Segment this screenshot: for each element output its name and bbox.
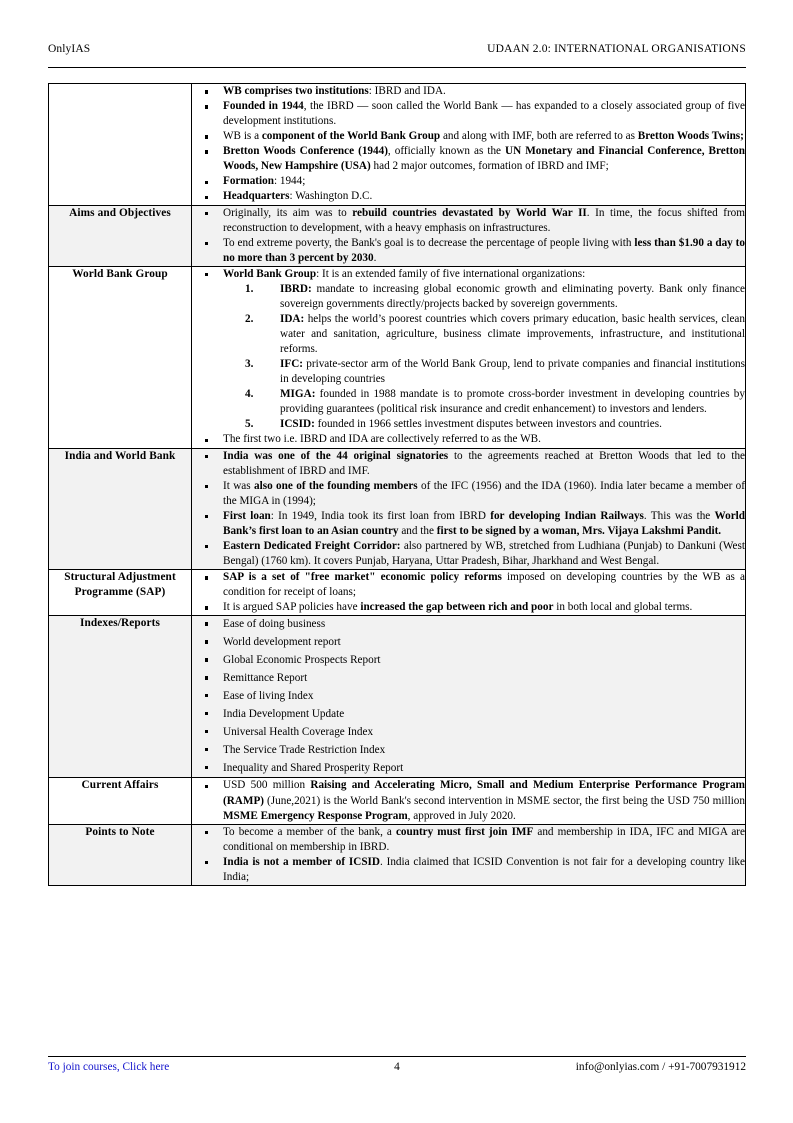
text-run: to the agreements reached at Bretton Woods that led to the establishment of IBRD and IMF. <box>223 449 745 477</box>
row-label-cell: Indexes/Reports <box>49 616 192 778</box>
list-number: 3. <box>245 358 254 371</box>
bullet-list <box>192 449 745 570</box>
numbered-list-item <box>245 282 745 312</box>
text-run: To become a member of the bank, a <box>223 825 396 838</box>
row-content-cell <box>192 84 746 206</box>
table-row <box>49 824 746 885</box>
bold-run: UN Monetary and Financial Conference, Bretton Woods, New Hampshire (USA) <box>223 145 745 173</box>
join-courses-link[interactable]: To join courses, Click here <box>48 1061 170 1073</box>
text-run: Universal Health Coverage Index <box>223 725 374 738</box>
list-item <box>192 652 745 670</box>
row-content-cell <box>192 448 746 570</box>
text-run: and membership in IDA, IFC and MIGA are conditional on membership in IBRD. <box>223 825 745 853</box>
bold-run: rebuild countries devastated by World War II <box>352 206 587 219</box>
text-run: Remittance Report <box>223 671 308 684</box>
bold-run: First loan <box>223 509 271 522</box>
header-brand: OnlyIAS <box>48 43 91 55</box>
bold-run: also one of the founding members <box>254 479 418 492</box>
text-run: Ease of doing business <box>223 618 326 631</box>
table-row <box>49 266 746 448</box>
bold-run: Raising and Accelerating Micro, Small and Medium Enterprise Performance Program (RAMP) <box>223 779 746 807</box>
list-item <box>192 724 745 742</box>
bold-run: WB comprises two institutions <box>223 85 369 97</box>
numbered-list-item <box>245 312 745 357</box>
text-run: founded in 1966 settles investment disputes between investors and countries. <box>314 418 662 431</box>
bullet-list <box>192 778 745 823</box>
text-run: also partnered by WB, stretched from Ludhiana (Punjab) to Dankuni (West Bengal) (1760 km). It covers Punjab, Haryana, Uttar Pradesh, Bihar, Jharkhand and West Bengal. <box>223 539 745 567</box>
list-item <box>192 129 745 144</box>
text-run: , officially known as the <box>387 145 506 158</box>
bold-run: Headquarters <box>223 190 290 203</box>
bullet-list <box>192 267 745 448</box>
bold-run: less than $1.90 a day to no more than 3 percent by 2030 <box>223 236 745 264</box>
text-run: and along with IMF, both are referred to as <box>440 130 638 143</box>
text-run: . <box>373 251 377 264</box>
numbered-list-item <box>245 387 745 417</box>
list-item <box>192 706 745 724</box>
text-run: imposed on developing countries by the WB as a condition for receipt of loans; <box>223 571 745 599</box>
list-item <box>192 616 745 634</box>
bold-run: World Bank’s first loan to an Asian country <box>223 509 745 537</box>
bullet-list <box>192 84 745 205</box>
list-number: 5. <box>245 418 254 431</box>
text-run: : Washington D.C. <box>289 190 373 203</box>
text-run: The Service Trade Restriction Index <box>223 743 386 756</box>
page-footer <box>48 1056 746 1085</box>
bold-run: ICSID: <box>280 418 315 431</box>
bullet-list <box>192 570 745 615</box>
list-item <box>192 825 745 855</box>
list-number: 2. <box>245 312 254 325</box>
bold-run: Founded in 1944 <box>223 100 304 113</box>
table-row <box>49 778 746 824</box>
text-run: . This was the <box>643 509 715 522</box>
table-row <box>49 205 746 266</box>
numbered-list <box>245 282 745 433</box>
row-content-cell <box>192 205 746 266</box>
bold-run: for developing Indian Railways <box>490 509 644 522</box>
text-run: and the <box>398 524 437 537</box>
list-item <box>192 670 745 688</box>
table-row <box>49 616 746 778</box>
bold-run: Formation <box>223 175 274 188</box>
row-label-cell: India and World Bank <box>49 448 192 570</box>
bold-run: World Bank Group <box>223 267 317 280</box>
bold-run: first to be signed by a woman, Mrs. Vijaya Lakshmi Pandit. <box>436 524 722 537</box>
list-item <box>192 855 745 885</box>
list-item <box>192 144 745 174</box>
text-run: WB is a <box>223 130 262 143</box>
bold-run: India was one of the 44 original signatories <box>223 449 449 462</box>
list-item <box>192 206 745 236</box>
text-run: had 2 major outcomes, formation of IBRD and IMF; <box>370 160 609 173</box>
bullet-list <box>192 825 745 885</box>
row-content-cell <box>192 266 746 448</box>
list-item <box>192 539 745 569</box>
list-item <box>192 449 745 479</box>
row-label-cell: Aims and Objectives <box>49 205 192 266</box>
bold-run: Eastern Dedicated Freight Corridor: <box>223 539 401 552</box>
text-run: Inequality and Shared Prosperity Report <box>223 761 404 774</box>
list-item <box>192 778 745 823</box>
text-run: private-sector arm of the World Bank Group, lend to private companies and financial institutions in developing countries <box>280 358 745 386</box>
text-run: : IBRD and IDA. <box>368 85 446 97</box>
bold-run: MIGA: <box>280 388 316 401</box>
text-run: India Development Update <box>223 707 345 720</box>
bold-run: IFC: <box>280 358 303 371</box>
list-number: 1. <box>245 282 254 295</box>
bold-run: IBRD: <box>280 282 312 295</box>
text-run: : It is an extended family of five international organizations: <box>316 267 586 280</box>
row-label-cell: World Bank Group <box>49 266 192 448</box>
bold-run: Bretton Woods Conference (1944) <box>223 145 388 158</box>
bold-run: increased the gap between rich and poor <box>360 601 554 614</box>
text-run: : 1944; <box>273 175 306 188</box>
list-item <box>192 99 745 129</box>
bold-run: Bretton Woods Twins; <box>637 130 744 143</box>
text-run: USD 500 million <box>223 779 311 792</box>
text-run: The first two i.e. IBRD and IDA are collectively referred to as the WB. <box>223 433 541 446</box>
list-item <box>192 84 745 99</box>
content-table <box>48 83 746 886</box>
numbered-list-item <box>245 417 745 432</box>
contact-info: info@onlyias.com / +91-7007931912 <box>575 1061 746 1073</box>
text-run: Ease of living Index <box>223 689 314 702</box>
text-run: World development report <box>223 636 341 649</box>
list-item <box>192 634 745 652</box>
text-run: helps the world’s poorest countries which covers primary education, basic health services, clean water and sanitation, agriculture, business climate improvements, infrastructure, and institutional reforms. <box>280 312 745 356</box>
page-number: 4 <box>394 1061 400 1073</box>
content-table-body <box>49 84 746 886</box>
text-run: Global Economic Prospects Report <box>223 654 381 667</box>
bold-run: India is not a member of ICSID <box>223 855 380 868</box>
list-item <box>192 174 745 189</box>
list-item <box>192 570 745 600</box>
bullet-list <box>192 206 745 266</box>
list-item <box>192 509 745 539</box>
bold-run: IDA: <box>280 312 305 325</box>
table-row <box>49 570 746 616</box>
text-run: . India claimed that ICSID Convention is not fair for a developing country like India; <box>223 855 745 883</box>
list-item <box>192 432 745 447</box>
text-run: : In 1949, India took its first loan from IBRD <box>270 509 491 522</box>
row-label-cell: Structural Adjustment Programme (SAP) <box>49 570 192 616</box>
text-run: To end extreme poverty, the Bank's goal is to decrease the percentage of people living with <box>223 236 635 249</box>
bold-run: MSME Emergency Response Program <box>223 809 408 822</box>
list-item <box>192 267 745 433</box>
bullet-list <box>192 616 745 777</box>
text-run: mandate to increasing global economic growth and eliminating poverty. Bank only finance sovereign governments directly/projects backed by sovereign governments. <box>280 282 745 310</box>
list-item <box>192 742 745 760</box>
list-item <box>192 236 745 266</box>
bold-run: country must first join IMF <box>395 825 534 838</box>
text-run: founded in 1988 mandate is to promote cross-border investment in developing countries by providing guarantees (political risk insurance and credit enhancement) to investors and lenders. <box>280 388 745 416</box>
row-label-cell: Current Affairs <box>49 778 192 824</box>
row-label-cell: Points to Note <box>49 824 192 885</box>
text-run: (June,2021) is the World Bank's second intervention in MSME sector, the first being the USD 750 million <box>264 794 745 807</box>
list-item <box>192 600 745 615</box>
list-number: 4. <box>245 388 254 401</box>
text-run: , the IBRD — soon called the World Bank — has expanded to a closely associated group of five development institutions. <box>223 100 745 128</box>
list-item <box>192 760 745 778</box>
list-item <box>192 189 745 204</box>
page-header <box>48 43 746 68</box>
header-title: UDAAN 2.0: INTERNATIONAL ORGANISATIONS <box>487 43 746 55</box>
text-run: It was <box>223 479 255 492</box>
text-run: . In time, the focus shifted from reconstruction to development, with a heavy emphasis on infrastructures. <box>223 206 745 234</box>
list-item <box>192 688 745 706</box>
list-item <box>192 479 745 509</box>
row-content-cell <box>192 570 746 616</box>
text-run: of the IFC (1956) and the IDA (1960). India later became a member of the MIGA in (1994); <box>223 479 746 507</box>
sub-list-wrapper <box>223 282 745 433</box>
numbered-list-item <box>245 357 745 387</box>
row-content-cell <box>192 824 746 885</box>
table-row <box>49 84 746 206</box>
row-content-cell <box>192 616 746 778</box>
table-row <box>49 448 746 570</box>
bold-run: SAP is a set of "free market" economic policy reforms <box>223 571 502 583</box>
text-run: Originally, its aim was to <box>223 206 353 219</box>
text-run: in both local and global terms. <box>553 601 693 614</box>
row-content-cell <box>192 778 746 824</box>
text-run: It is argued SAP policies have <box>223 601 361 614</box>
text-run: , approved in July 2020. <box>407 809 516 822</box>
bold-run: component of the World Bank Group <box>261 130 441 143</box>
row-label-cell <box>49 84 192 206</box>
